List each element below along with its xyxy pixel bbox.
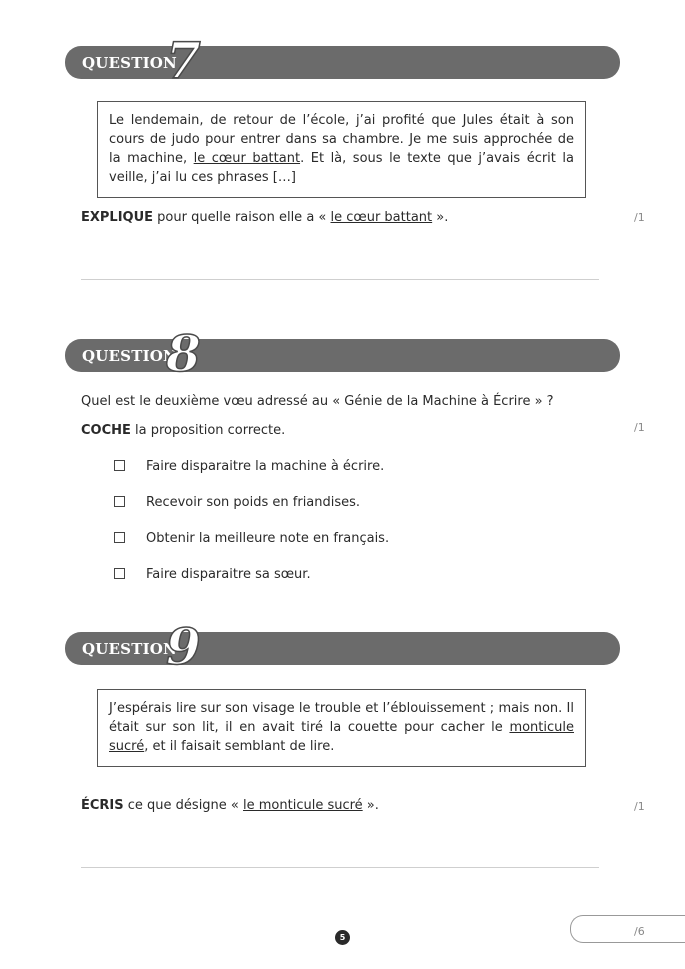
question-9-score: /1 xyxy=(634,800,645,813)
question-7-excerpt: Le lendemain, de retour de l’école, j’ai profité que Jules était à son cours de judo pour entrer dans sa chambre. Je me suis approchée de la machine, le cœur battant. Et là, sous le texte que j’avais écrit la veille, j’ai lu ces phrases […] xyxy=(97,101,586,198)
question-9-excerpt: J’espérais lire sur son visage le trouble et l’éblouissement ; mais non. Il était sur son lit, il en avait tiré la couette pour cacher le monticule sucré, et il faisait semblant de lire. xyxy=(97,689,586,767)
underlined-phrase: le cœur battant xyxy=(193,151,301,166)
checkbox[interactable] xyxy=(114,568,125,579)
question-8-text: Quel est le deuxième vœu adressé au « Génie de la Machine à Écrire » ? xyxy=(81,394,554,409)
question-number: 7 xyxy=(166,31,201,90)
checkbox[interactable] xyxy=(114,496,125,507)
question-7-instruction: EXPLIQUE pour quelle raison elle a « le cœur battant ». xyxy=(81,210,449,225)
total-score-box xyxy=(570,915,685,943)
checkbox[interactable] xyxy=(114,460,125,471)
question-7-answer-line[interactable] xyxy=(81,279,599,280)
option-4[interactable]: Faire disparaitre sa sœur. xyxy=(114,567,311,582)
checkbox[interactable] xyxy=(114,532,125,543)
question-number: 8 xyxy=(166,324,201,383)
question-9-instruction: ÉCRIS ce que désigne « le monticule sucré ». xyxy=(81,798,379,813)
option-3[interactable]: Obtenir la meilleure note en français. xyxy=(114,531,389,546)
question-label: QUESTION xyxy=(82,54,177,72)
option-2[interactable]: Recevoir son poids en friandises. xyxy=(114,495,360,510)
total-score: /6 xyxy=(634,925,645,938)
question-8-instruction: COCHE la proposition correcte. xyxy=(81,423,286,438)
question-number: 9 xyxy=(166,617,201,676)
question-8-score: /1 xyxy=(634,421,645,434)
page-number: 5 xyxy=(335,930,350,945)
question-7-header xyxy=(65,31,620,90)
question-label: QUESTION xyxy=(82,640,177,658)
option-1[interactable]: Faire disparaitre la machine à écrire. xyxy=(114,459,384,474)
question-8-header xyxy=(65,324,620,383)
question-7-score: /1 xyxy=(634,211,645,224)
question-label: QUESTION xyxy=(82,347,177,365)
underlined-phrase: monticule sucré xyxy=(109,720,574,754)
question-9-answer-line[interactable] xyxy=(81,867,599,868)
question-9-header xyxy=(65,617,620,676)
